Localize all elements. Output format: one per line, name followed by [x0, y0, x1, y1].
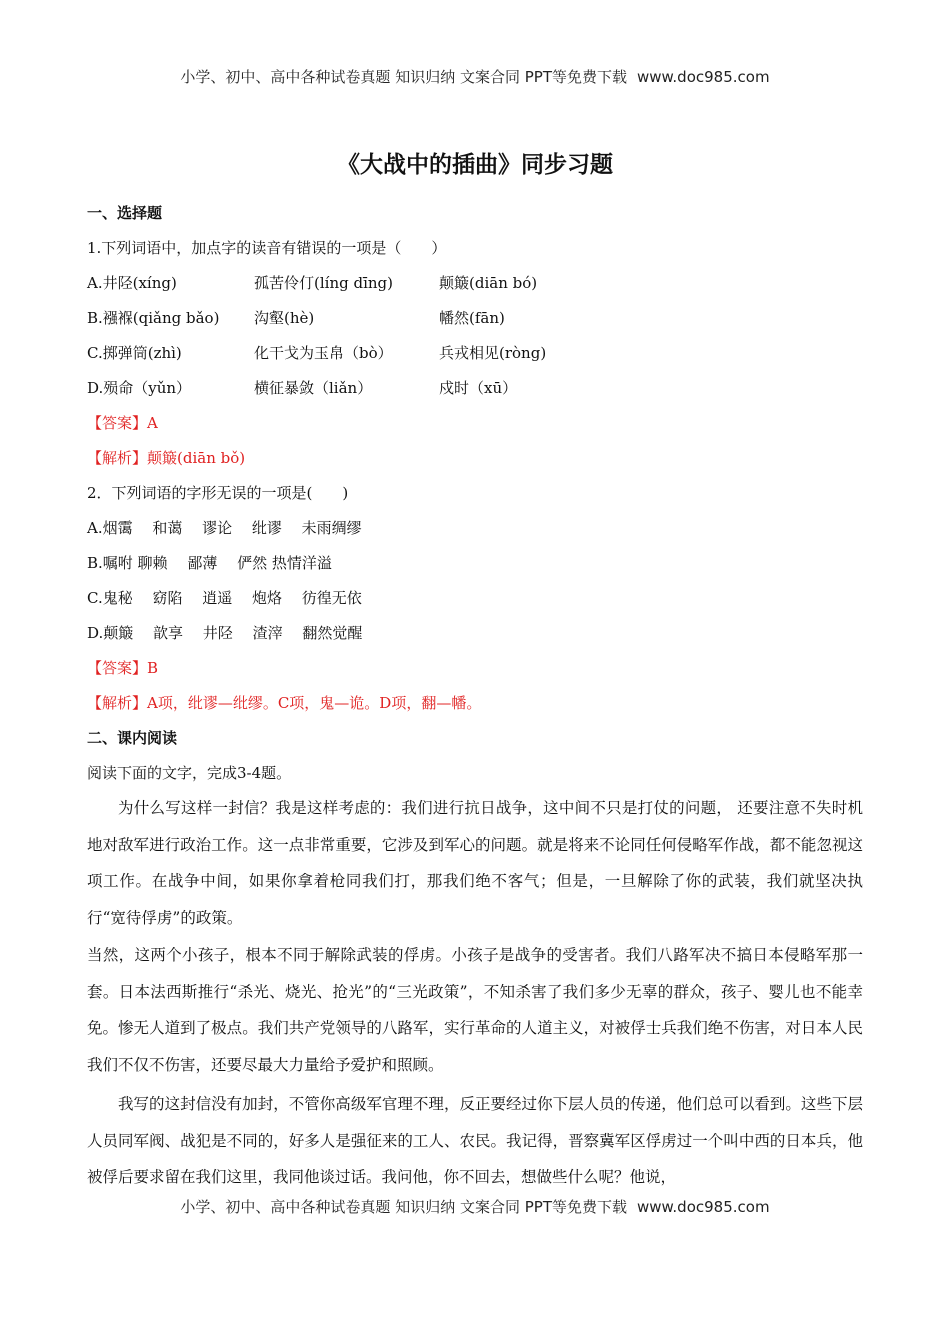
- q2-option-d: D.颠簸 歆享 井陉 渣滓 翻然觉醒: [87, 624, 363, 642]
- q2-option-b: B.嘱咐 聊赖 鄙薄 俨然 热情洋溢: [87, 554, 332, 572]
- reading-paragraph-1: 为什么写这样一封信？我是这样考虑的：我们进行抗日战争，这中间不只是打仗的问题， 还要注意不失时机地对敌军进行政治工作。这一点非常重要，它涉及到军心的问题。就是将来不论同任何侵略军作战，都不能忽视这项工作。在战争中间，如果你拿着枪同我们打，那我们绝不客气；但是，一旦解除了你的武装，我们就坚决执行“宽待俘虏”的政策。: [87, 799, 863, 927]
- q1-option-d-1: D.殒命（yǔn）: [87, 379, 192, 397]
- q2-analysis: 【解析】A项，纰谬—纰缪。C项，鬼—诡。D项，翻—幡。: [87, 694, 482, 712]
- q1-option-c-2: 化干戈为玉帛（bò）: [254, 344, 393, 362]
- q2-option-a: A.烟霭 和蔼 谬论 纰谬 未雨绸缪: [87, 519, 362, 537]
- q1-option-a-1: A.井陉(xíng): [87, 274, 177, 292]
- page-header: [0, 66, 950, 87]
- q1-option-a-2: 孤苦伶仃(líng dīng): [254, 274, 393, 292]
- q1-option-b-2: 沟壑(hè): [254, 309, 315, 327]
- q1-analysis: 【解析】颠簸(diān bǒ): [87, 449, 246, 467]
- header-site-link[interactable]: www.doc985.com: [636, 68, 770, 86]
- q1-option-a-3: 颠簸(diān bó): [439, 274, 538, 292]
- q1-answer: 【答案】A: [87, 414, 158, 432]
- question-1-stem: 1.下列词语中，加点字的读音有错误的一项是（ ）: [87, 239, 447, 257]
- question-2-stem: 2．下列词语的字形无误的一项是( ): [87, 484, 349, 502]
- q1-option-d-2: 横征暴敛（liǎn）: [254, 379, 373, 397]
- reading-paragraph-3: 我写的这封信没有加封，不管你高级军官理不理，反正要经过你下层人员的传递，他们总可以看到。这些下层人员同军阀、战犯是不同的，好多人是强征来的工人、农民。我记得，晋察冀军区俘虏过一个叫中西的日本兵，他被俘后要求留在我们这里，我同他谈过话。我问他，你不回去，想做些什么呢？他说，: [87, 1095, 863, 1186]
- q1-option-b-1: B.襁褓(qiǎng bǎo): [87, 309, 220, 327]
- footer-text: 小学、初中、高中各种试卷真题 知识归纳 文案合同 PPT等免费下载: [180, 1198, 627, 1216]
- section-heading-reading: 二、课内阅读: [87, 729, 178, 747]
- q2-option-c: C.鬼秘 窈陷 逍遥 炮烙 彷徨无依: [87, 589, 362, 607]
- q2-answer: 【答案】B: [87, 659, 159, 677]
- q1-option-b-3: 幡然(fān): [439, 309, 505, 327]
- section-heading-choice: 一、选择题: [87, 204, 163, 222]
- page-footer: [0, 1196, 950, 1217]
- page-title: 《大战中的插曲》同步习题: [337, 152, 613, 178]
- reading-intro: 阅读下面的文字，完成3-4题。: [87, 764, 292, 782]
- reading-paragraph-2: 当然，这两个小孩子，根本不同于解除武装的俘虏。小孩子是战争的受害者。我们八路军决不搞日本侵略军那一套。日本法西斯推行“杀光、烧光、抢光”的“三光政策”，不知杀害了我们多少无辜的群众，孩子、婴儿也不能幸免。惨无人道到了极点。我们共产党领导的八路军，实行革命的人道主义，对被俘士兵我们绝不伤害，对日本人民我们不仅不伤害，还要尽最大力量给予爱护和照顾。: [87, 946, 863, 1074]
- q1-option-d-3: 戍时（xū）: [439, 379, 518, 397]
- footer-site-link[interactable]: www.doc985.com: [636, 1198, 770, 1216]
- q1-option-c-1: C.掷弹筒(zhì): [87, 344, 182, 362]
- header-text: 小学、初中、高中各种试卷真题 知识归纳 文案合同 PPT等免费下载: [180, 68, 627, 86]
- q1-option-c-3: 兵戎相见(ròng): [439, 344, 547, 362]
